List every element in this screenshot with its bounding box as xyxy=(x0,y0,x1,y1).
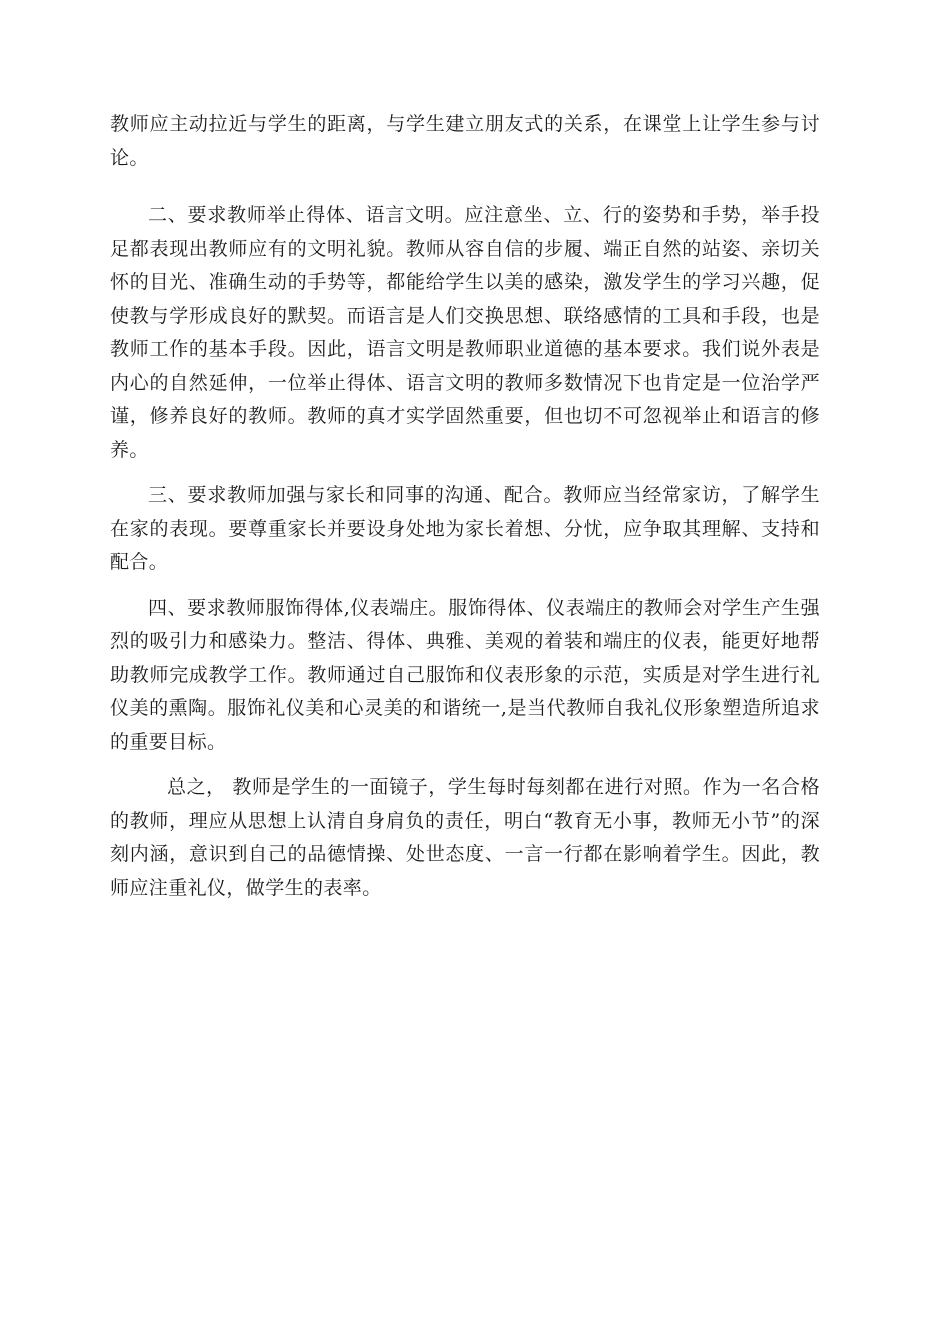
paragraph-conclusion: 总之， 教师是学生的一面镜子，学生每时每刻都在进行对照。作为一名合格的教师，理应从思想上认清自身肩负的责任，明白“教育无小事，教师无小节”的深刻内涵，意识到自己的品德情操、处世态度、一言一行都在影响着学生。因此，教师应注重礼仪，做学生的表率。 xyxy=(110,776,820,899)
document-body xyxy=(110,108,820,917)
paragraph-point-four: 四、要求教师服饰得体,仪表端庄。服饰得体、仪表端庄的教师会对学生产生强烈的吸引力和感染力。整洁、得体、典雅、美观的着装和端庄的仪表，能更好地帮助教师完成教学工作。教师通过自己服饰和仪表形象的示范，实质是对学生进行礼仪美的熏陶。服饰礼仪美和心灵美的和谐统一,是当代教师自我礼仪形象塑造所追求的重要目标。 xyxy=(110,596,820,753)
paragraph-point-three: 三、要求教师加强与家长和同事的沟通、配合。教师应当经常家访，了解学生在家的表现。要尊重家长并要设身处地为家长着想、分忧，应争取其理解、支持和配合。 xyxy=(110,484,820,573)
paragraph-continuation: 教师应主动拉近与学生的距离，与学生建立朋友式的关系，在课堂上让学生参与讨论。 xyxy=(110,113,820,169)
paragraph-point-two: 二、要求教师举止得体、语言文明。应注意坐、立、行的姿势和手势，举手投足都表现出教师应有的文明礼貌。教师从容自信的步履、端正自然的站姿、亲切关怀的目光、准确生动的手势等，都能给学生以美的感染，激发学生的学习兴趣，促使教与学形成良好的默契。而语言是人们交换思想、联络感情的工具和手段，也是教师工作的基本手段。因此，语言文明是教师职业道德的基本要求。我们说外表是内心的自然延伸，一位举止得体、语言文明的教师多数情况下也肯定是一位治学严谨，修养良好的教师。教师的真才实学固然重要，但也切不可忽视举止和语言的修养。 xyxy=(110,204,820,461)
